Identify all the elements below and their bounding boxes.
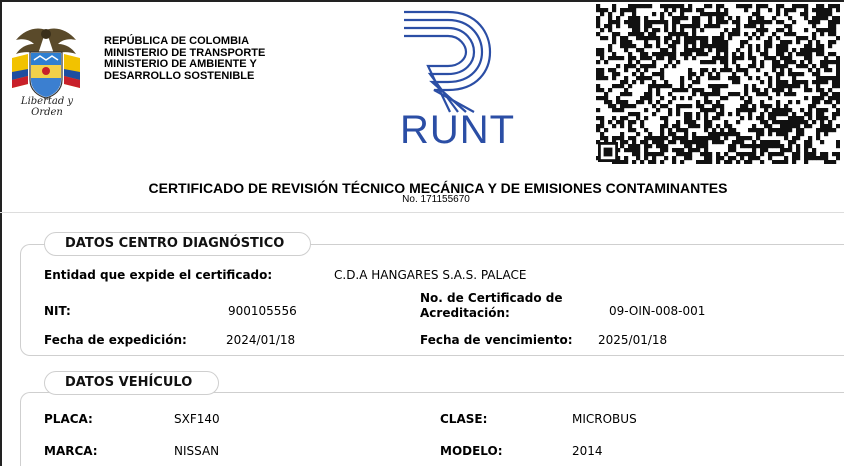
runt-logo-icon <box>394 4 502 116</box>
model-label: MODELO: <box>440 444 503 458</box>
vehicle-title: DATOS VEHÍCULO <box>44 371 219 395</box>
issue-date-label: Fecha de expedición: <box>44 333 187 347</box>
issue-date-value: 2024/01/18 <box>226 333 296 347</box>
vehicle-section <box>20 392 844 466</box>
ministry-header <box>104 36 265 82</box>
certificate-title-text: CERTIFICADO DE REVISIÓN TÉCNICO MECÁNICA Y DE EMISIONES CONTAMINANTES <box>148 180 728 196</box>
ministry-line: REPÚBLICA DE COLOMBIA <box>104 35 250 47</box>
class-value: MICROBUS <box>572 412 637 426</box>
certificate-number <box>0 194 844 205</box>
diagnostic-center-title: DATOS CENTRO DIAGNÓSTICO <box>44 232 311 256</box>
brand-value: NISSAN <box>174 444 220 458</box>
qr-code-icon <box>596 4 840 164</box>
class-label: CLASE: <box>440 412 488 426</box>
model-value: 2014 <box>572 444 603 458</box>
accreditation-label-line: No. de Certificado de <box>420 291 563 305</box>
seal-caption: Libertad y Orden <box>20 96 74 118</box>
nit-label: NIT: <box>44 304 71 318</box>
entity-value: C.D.A HANGARES S.A.S. PALACE <box>334 268 527 282</box>
plate-label: PLACA: <box>44 412 93 426</box>
entity-label: Entidad que expide el certificado: <box>44 268 273 282</box>
brand-label: MARCA: <box>44 444 98 458</box>
certificate-number-text: No. 171155670 <box>402 194 470 205</box>
ministry-line: MINISTERIO DE AMBIENTE Y <box>104 58 257 70</box>
ministry-line: DESARROLLO SOSTENIBLE <box>104 69 255 82</box>
plate-value: SXF140 <box>174 412 220 426</box>
expiry-date-label: Fecha de vencimiento: <box>420 333 573 347</box>
nit-value: 900105556 <box>228 304 297 318</box>
divider <box>0 212 844 213</box>
accreditation-value: 09-OIN-008-001 <box>609 304 706 318</box>
accreditation-label-line: Acreditación: <box>420 306 510 320</box>
expiry-date-value: 2025/01/18 <box>598 333 668 347</box>
accreditation-label <box>420 291 563 321</box>
runt-logo-text: RUNT <box>400 108 516 152</box>
ministry-line: MINISTERIO DE TRANSPORTE <box>104 46 266 59</box>
